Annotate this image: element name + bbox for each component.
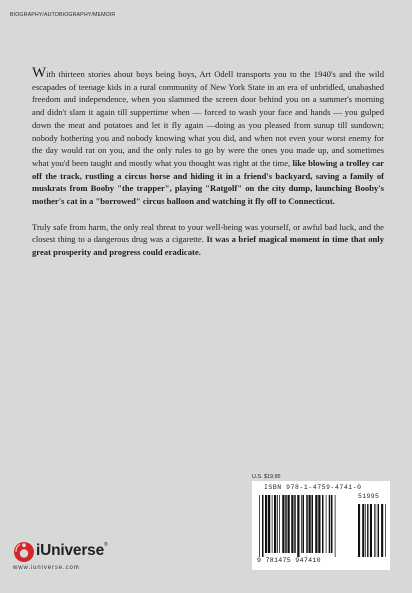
iuniverse-logo-icon xyxy=(13,540,35,564)
barcode-addon-bar xyxy=(365,504,366,557)
blurb-p2-bold: It was a brief magical moment in time that only great prosperity and progress could eradicate. xyxy=(32,234,384,258)
barcode-bar xyxy=(294,495,296,553)
barcode-bar xyxy=(312,495,314,553)
barcode-bar xyxy=(288,495,290,553)
barcode-bar xyxy=(297,495,299,557)
barcode-addon-number: 51995 xyxy=(358,493,380,500)
barcode-bar xyxy=(272,495,273,553)
barcode-bar xyxy=(335,495,336,557)
barcode-bar xyxy=(268,495,270,553)
barcode-digits: 9 781475 947410 xyxy=(257,557,321,564)
barcode-addon-bar xyxy=(362,504,364,557)
barcode-bar xyxy=(259,495,260,557)
barcode-addon-bar xyxy=(381,504,383,557)
barcode-bar xyxy=(309,495,311,553)
barcode-bar xyxy=(279,495,280,553)
barcode-bar xyxy=(274,495,276,553)
barcode-bar xyxy=(306,495,308,553)
barcode-bar xyxy=(315,495,317,553)
blurb-paragraph-1 xyxy=(32,65,384,208)
blurb-paragraph-2 xyxy=(32,221,384,259)
drop-cap: W xyxy=(32,65,47,81)
genre-label: BIOGRAPHY/AUTOBIOGRAPHY/MEMOIR xyxy=(10,12,116,18)
barcode-bar xyxy=(329,495,331,553)
barcode-addon-bar xyxy=(370,504,372,557)
barcode-bar xyxy=(277,495,278,553)
barcode-bars xyxy=(259,495,387,557)
barcode-bar xyxy=(265,495,267,553)
barcode-bar xyxy=(282,495,284,553)
price-label: U.S. $19.95 xyxy=(252,474,281,480)
barcode-bar xyxy=(262,495,264,557)
publisher-name-text: iUniverse xyxy=(36,542,104,559)
isbn-number: ISBN 978-1-4759-4741-0 xyxy=(264,484,362,491)
barcode-bar xyxy=(291,495,293,553)
barcode-bar xyxy=(331,495,333,553)
barcode-addon-bar xyxy=(367,504,368,557)
barcode-addon-bar xyxy=(378,504,379,557)
back-cover-blurb xyxy=(32,65,384,272)
blurb-p1-text: ith thirteen stories about boys being boys, Art Odell transports you to the 1940's and the wild escapades of teenage kids in a rural community of New York State in an era of unbridled, unabashed freedom and independence, when you slammed the screen door behind you on a summer's morning and didn't slam it again till suppertime when — forced to wash your face and hands — you gulped down the meat and potatoes and let it fly again —doing as you pleased from sunup till sundown; nobody bothering you and nobody knowing what you did, and when not even your worst enemy for the day would rat on you, and the only rules to go by were the ones you made up, and sometimes what you'd been taught and mostly what you thought was right at the time, xyxy=(32,69,384,168)
barcode-bar xyxy=(318,495,320,553)
barcode-addon-bar xyxy=(376,504,377,557)
barcode-addon-bar xyxy=(374,504,375,557)
barcode-bar xyxy=(285,495,287,553)
barcode-bar xyxy=(303,495,305,553)
blurb-p2-text: Truly safe from harm, the only real threat to your well-being was yourself, or awful bad luck, and the closest thing to a dangerous drug was a cigarette. xyxy=(32,221,384,245)
trademark-symbol: ® xyxy=(104,542,108,548)
publisher-url: www.iuniverse.com xyxy=(13,565,80,571)
publisher-logo xyxy=(13,540,133,580)
publisher-name xyxy=(36,542,107,560)
barcode-bar xyxy=(301,495,302,553)
barcode-addon-bar xyxy=(385,504,386,557)
isbn-barcode xyxy=(252,481,390,570)
barcode-bar xyxy=(322,495,324,553)
barcode-bar xyxy=(326,495,327,553)
blurb-p1-bold: like blowing a trolley car off the track, rustling a circus horse and hiding it in a friend's backyard, saving a family of muskrats from Booby "the trapper", playing "Ratgolf" on the city dump, launching Booby's mother's cat in a "borrowed" circus balloon and watching it fly off to Connecticut. xyxy=(32,157,384,207)
barcode-addon-bar xyxy=(358,504,360,557)
